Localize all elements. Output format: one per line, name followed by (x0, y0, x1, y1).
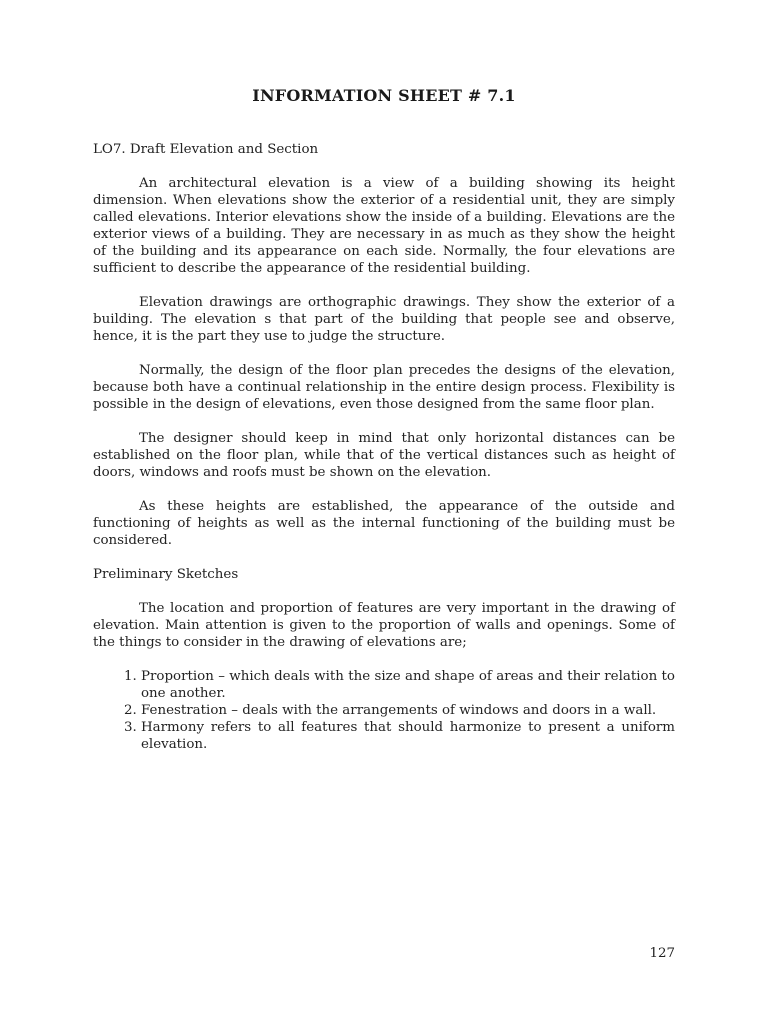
paragraph: Normally, the design of the floor plan precedes the designs of the elevation, because both have a continual relationship in the entire design process. Flexibility is possible in the design of elevations, even those designed from the same floor plan. (93, 363, 675, 412)
numbered-list (93, 668, 675, 753)
list-item: 3. Harmony refers to all features that should harmonize to present a uniform elevation. (141, 719, 675, 753)
list-item: 1. Proportion – which deals with the size and shape of areas and their relation to one another. (141, 668, 675, 702)
document-body (93, 141, 675, 753)
paragraph: The designer should keep in mind that only horizontal distances can be established on the floor plan, while that of the vertical distances such as height of doors, windows and roofs must be shown on the elevation. (93, 431, 675, 480)
page-number: 127 (649, 946, 675, 961)
paragraph: Elevation drawings are orthographic drawings. They show the exterior of a building. The elevation s that part of the building that people see and observe, hence, it is the part they use to judge the structure. (93, 295, 675, 344)
subheading: Preliminary Sketches (93, 567, 239, 582)
list-item: 2. Fenestration – deals with the arrangements of windows and doors in a wall. (141, 702, 675, 719)
section-heading: LO7. Draft Elevation and Section (93, 142, 319, 157)
paragraph: As these heights are established, the appearance of the outside and functioning of heights as well as the internal functioning of the building must be considered. (93, 499, 675, 548)
paragraph: An architectural elevation is a view of a building showing its height dimension. When elevations show the exterior of a residential unit, they are simply called elevations. Interior elevations show the inside of a building. Elevations are the exterior views of a building. They are necessary in as much as they show the height of the building and its appearance on each side. Normally, the four elevations are sufficient to describe the appearance of the residential building. (93, 176, 675, 276)
page-title: INFORMATION SHEET # 7.1 (252, 86, 516, 105)
paragraph: The location and proportion of features are very important in the drawing of elevation. Main attention is given to the proportion of walls and openings. Some of the things to consider in the drawing of elevations are; (93, 601, 675, 650)
